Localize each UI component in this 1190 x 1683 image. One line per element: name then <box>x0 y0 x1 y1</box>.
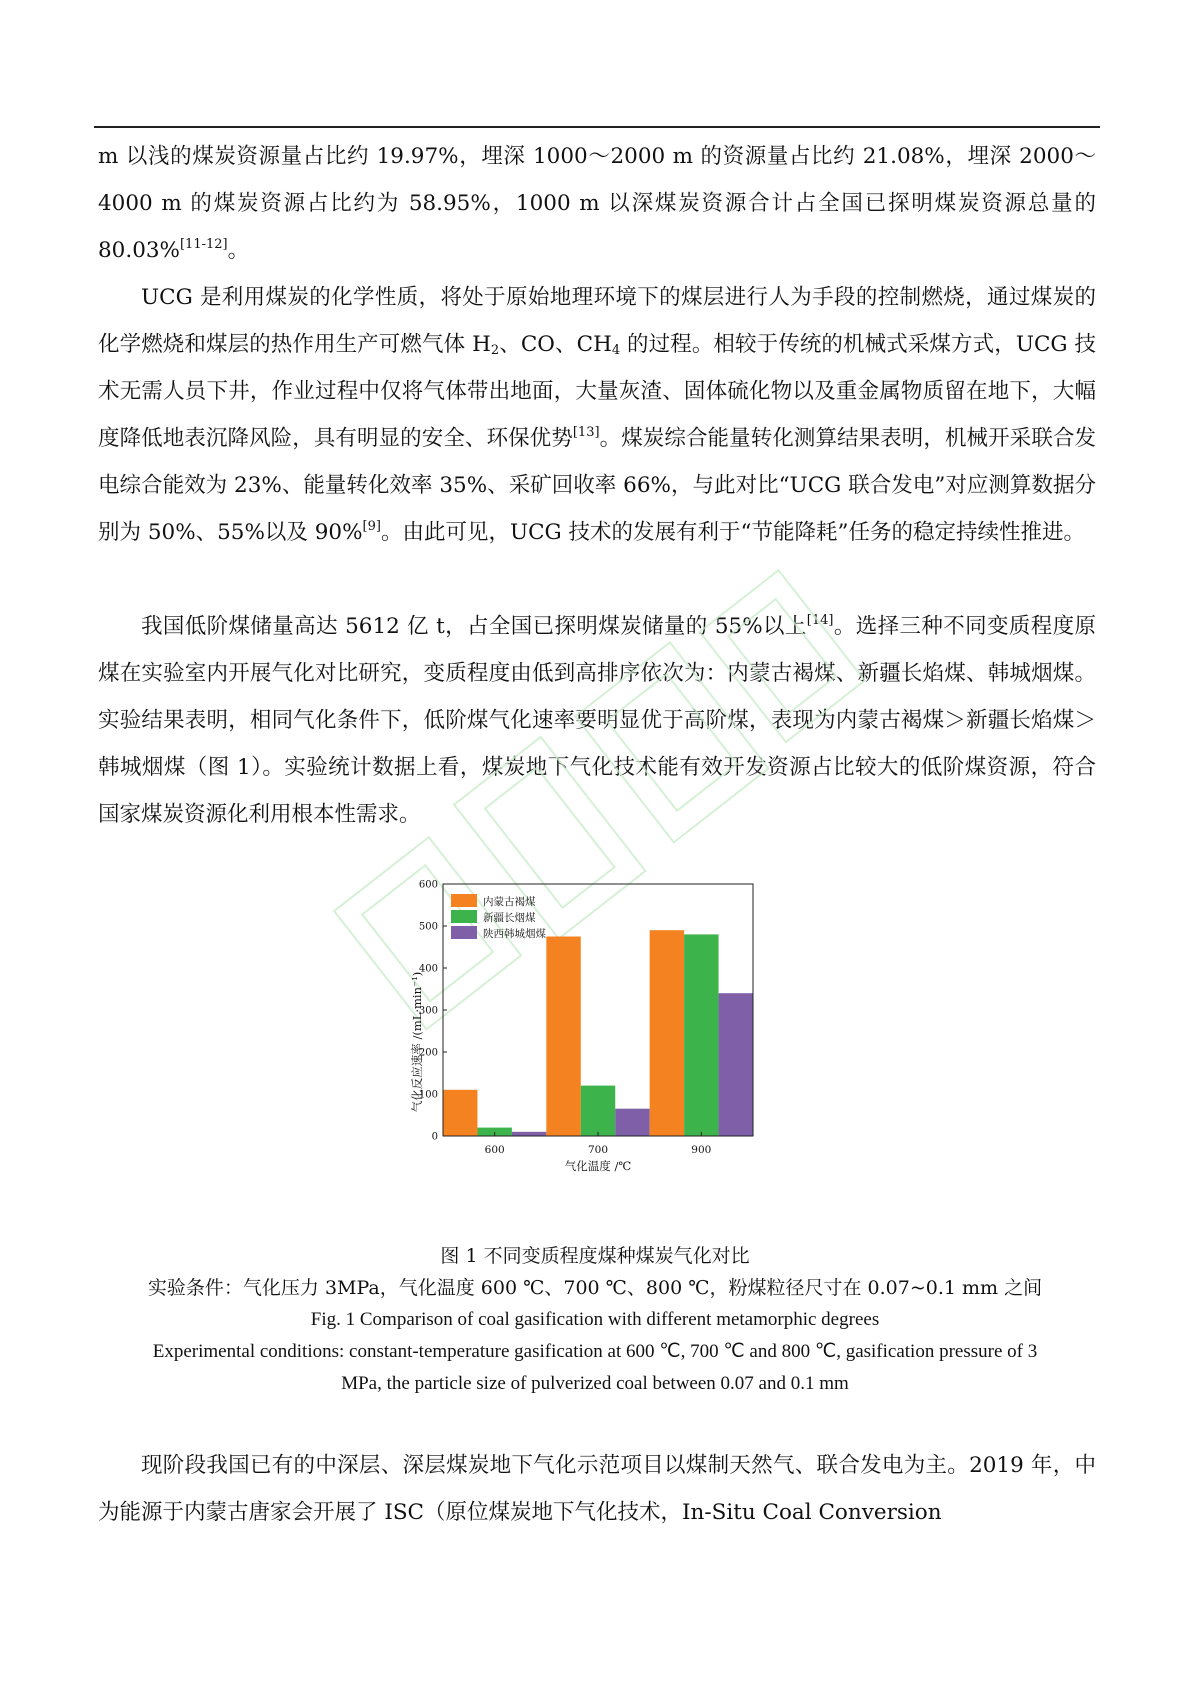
caption-en: Fig. 1 Comparison of coal gasification with different metamorphic degrees <box>310 1309 880 1330</box>
p1-citation: [11-12] <box>179 237 228 252</box>
y-tick-label: 200 <box>418 1047 438 1059</box>
figure-captions <box>70 1240 1120 1400</box>
bar-600-series-3 <box>512 1132 546 1136</box>
legend-swatch-1 <box>451 894 477 907</box>
bar-700-series-3 <box>615 1109 649 1136</box>
p1-text-a: m 以浅的煤炭资源量占比约 19.97%，埋深 1000～2000 m 的资源量占比约 21.08%，埋深 2000～4000 m 的煤炭资源占比约为 58.95%，1000 m 以深煤炭资源合计占全国已探明煤炭资源总量的 80.03% <box>98 144 1096 263</box>
y-tick-label: 500 <box>418 921 438 933</box>
p4-text: 现阶段我国已有的中深层、深层煤炭地下气化示范项目以煤制天然气、联合发电为主。2019 年，中为能源于内蒙古唐家会开展了 ISC（原位煤炭地下气化技术，In-Situ Coal Conversion <box>98 1453 1096 1525</box>
legend-label-2: 新疆长烟煤 <box>483 912 536 924</box>
x-tick-label: 900 <box>691 1144 712 1156</box>
bar-600-series-1 <box>443 1090 477 1136</box>
x-tick-label: 700 <box>587 1144 609 1156</box>
p3-text-a: 我国低阶煤储量高达 5612 亿 t，占全国已探明煤炭储量的 55%以上 <box>141 614 807 639</box>
legend-swatch-2 <box>451 910 477 923</box>
chart-ylabel: 气化反应速率 /(mL·min⁻¹) <box>410 971 424 1113</box>
p2-text-d: 。煤炭综合能量转化测算结果表明，机械开采联合发电综合能效为 23%、能量转化效率 35%、采矿回收率 66%，与此对比“UCG 联合发电”对应测算数据分别为 50%、55%以及 90% <box>98 426 1096 545</box>
paragraph-2 <box>98 274 1096 556</box>
paragraph-3 <box>98 603 1096 838</box>
p3-citation: [14] <box>806 613 834 628</box>
p3-text-b: 。选择三种不同变质程度原煤在实验室内开展气化对比研究，变质程度由低到高排序依次为：内蒙古褐煤、新疆长焰煤、韩城烟煤。实验结果表明，相同气化条件下，低阶煤气化速率要明显优于高阶煤，表现为内蒙古褐煤＞新疆长焰煤＞韩城烟煤（图 1）。实验统计数据上看，煤炭地下气化技术能有效开发资源占比较大的低阶煤资源，符合国家煤炭资源化利用根本性需求。 <box>98 614 1096 827</box>
legend <box>451 894 546 940</box>
bar-700-series-1 <box>546 937 580 1137</box>
bar-900-series-1 <box>650 930 684 1136</box>
p2-sub-a: 2 <box>490 343 500 358</box>
chart-xlabel: 气化温度 /℃ <box>564 1159 632 1173</box>
bar-chart <box>395 870 795 1200</box>
paragraph-1 <box>98 133 1096 274</box>
header-rule <box>94 126 1100 128</box>
y-tick-label: 300 <box>418 1005 438 1017</box>
legend-label-1: 内蒙古褐煤 <box>483 896 536 908</box>
y-tick-label: 100 <box>418 1089 438 1101</box>
conditions-en-line2: MPa, the particle size of pulverized coal between 0.07 and 0.1 mm <box>341 1373 849 1394</box>
bars <box>443 930 753 1136</box>
conditions-en-line1: Experimental conditions: constant-temperature gasification at 600 ℃, 700 ℃ and 800 ℃, gasification pressure of 3 <box>152 1341 1038 1362</box>
x-tick-label: 600 <box>484 1144 505 1156</box>
bar-900-series-3 <box>719 993 753 1136</box>
y-tick-label: 0 <box>431 1131 438 1143</box>
y-tick-label: 600 <box>418 879 438 891</box>
y-tick-label: 400 <box>418 963 438 975</box>
p1-text-b: 。 <box>227 238 250 263</box>
p2-text-e: 。由此可见，UCG 技术的发展有利于“节能降耗”任务的稳定持续性推进。 <box>380 520 1086 545</box>
p2-text-b: 、CO、CH <box>499 332 612 357</box>
bar-700-series-2 <box>581 1086 615 1136</box>
paragraph-4 <box>98 1442 1096 1536</box>
bar-900-series-2 <box>684 934 718 1136</box>
legend-swatch-3 <box>451 926 477 939</box>
p2-sub-b: 4 <box>611 343 621 358</box>
p2-citation-a: [13] <box>572 425 600 440</box>
conditions-cn: 实验条件：气化压力 3MPa，气化温度 600 ℃、700 ℃、800 ℃，粉煤粒径尺寸在 0.07~0.1 mm 之间 <box>147 1277 1043 1299</box>
legend-label-3: 陕西韩城烟煤 <box>483 928 546 940</box>
p2-text-a: UCG 是利用煤炭的化学性质，将处于原始地理环境下的煤层进行人为手段的控制燃烧，通过煤炭的化学燃烧和煤层的热作用生产可燃气体 H <box>98 285 1096 357</box>
caption-cn: 图 1 不同变质程度煤种煤炭气化对比 <box>440 1245 750 1267</box>
p2-citation-b: [9] <box>362 519 381 534</box>
p2-text-c: 的过程。相较于传统的机械式采煤方式，UCG 技术无需人员下井，作业过程中仅将气体带出地面，大量灰渣、固体硫化物以及重金属物质留在地下，大幅度降低地表沉降风险，具有明显的安全、环保优势 <box>98 332 1096 451</box>
